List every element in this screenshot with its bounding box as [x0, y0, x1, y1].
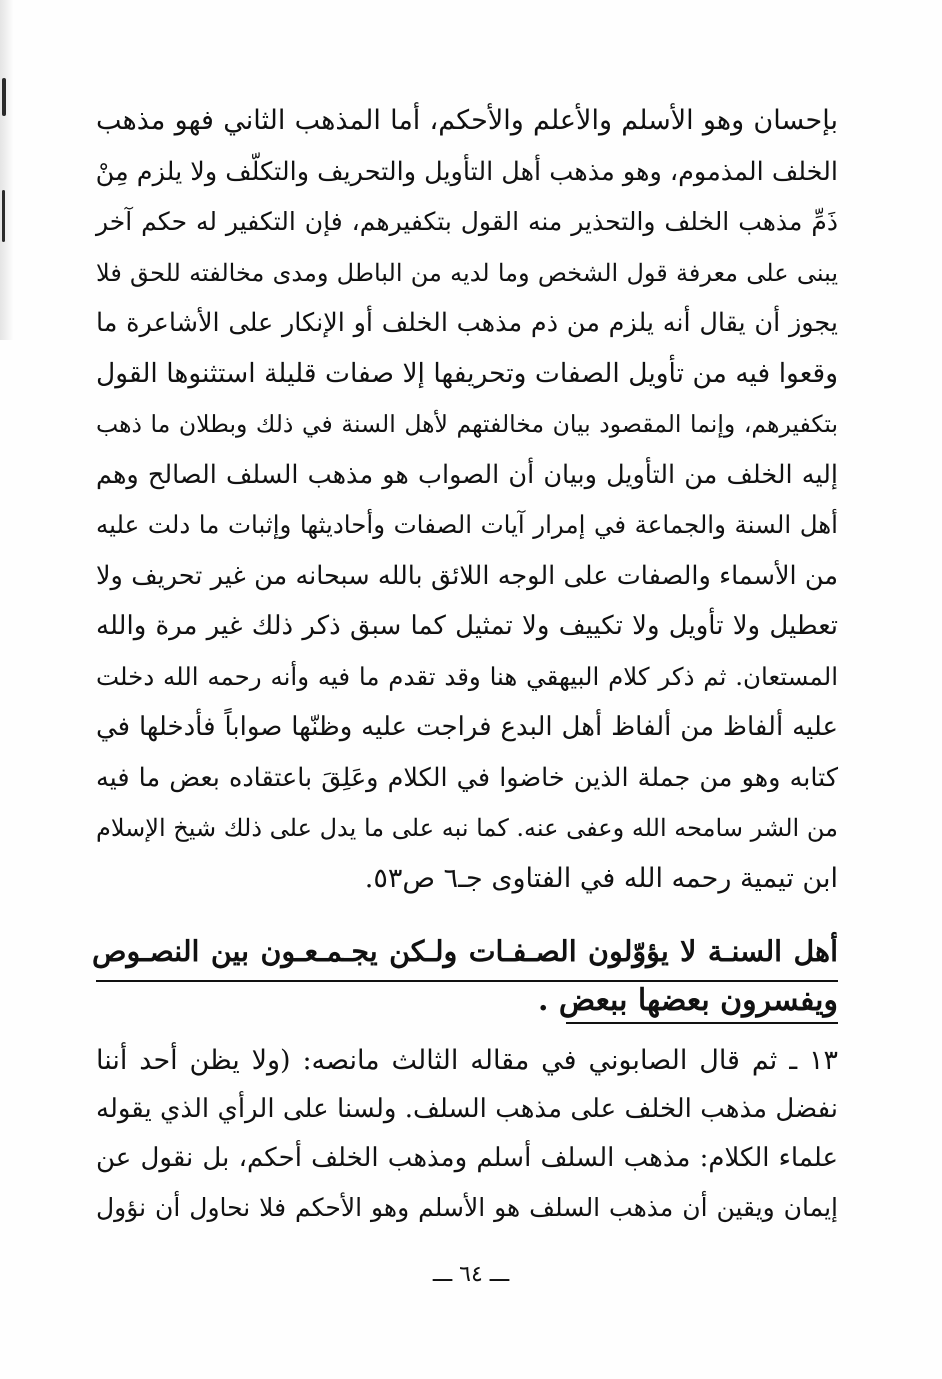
scan-shadow-edge — [0, 0, 14, 340]
text-line: ابن تيمية رحمه الله في الفتاوى جـ٦ ص٥٣. — [364, 862, 838, 894]
text-line: من الأسماء والصفات على الوجه اللائق بالله سبحانه من غير تحريف ولا — [96, 560, 838, 591]
page-number: ـــ ٦٤ ـــ — [432, 1262, 510, 1287]
heading-underline — [566, 1022, 838, 1024]
scan-mark — [2, 78, 6, 116]
text-line: علماء الكلام: مذهب السلف أسلم ومذهب الخلف أحكم، بل نقول عن — [96, 1143, 838, 1173]
text-line: الخلف المذموم، وهو مذهب أهل التأويل والتحريف والتكلّف ولا يلزم مِنْ — [95, 156, 838, 187]
text-line: يجوز أن يقال أنه يلزم من ذم مذهب الخلف أو الإنكار على الأشاعرة ما — [96, 308, 838, 338]
main-paragraph — [96, 96, 838, 904]
text-line: إيمان ويقين أن مذهب السلف هو الأسلم وهو الأحكم فلا نحاول أن نؤول — [96, 1193, 838, 1222]
text-line: إليه الخلف من التأويل وبيان أن الصواب هو مذهب السلف الصالح وهم — [96, 459, 838, 490]
text-line: أهل السنة والجماعة في إمرار آيات الصفات وأحاديثها وإثبات ما دلت عليه — [96, 510, 838, 539]
scan-mark — [2, 190, 5, 242]
text-line: ١٣ ـ ثم قال الصابوني في مقاله الثالث مانصه: (ولا يظن أحد أننا — [96, 1045, 838, 1076]
text-line: نفضل مذهب الخلف على مذهب السلف. ولسنا على الرأي الذي يقوله — [96, 1094, 838, 1124]
text-line: كتابه وهو من جملة الذين خاضوا في الكلام وعَلِقَ باعتقاده بعض ما فيه — [96, 762, 838, 793]
heading-line: أهل السنـة لا يؤوّلون الصـفـات ولـكن يجـمـعـون بين النصـوص — [92, 934, 838, 968]
text-line: من الشر سامحه الله وعفى عنه. كما نبه على ما يدل على ذلك شيخ الإسلام — [96, 814, 838, 842]
text-line: ذَمِّ مذهب الخلف والتحذير منه القول بتكفيرهم، فإن التكفير له حكم آخر — [96, 207, 838, 236]
section-heading — [92, 926, 838, 1026]
text-line: بتكفيرهم، وإنما المقصود بيان مخالفتهم لأهل السنة في ذلك وبطلان ما ذهب — [96, 410, 838, 438]
text-line: المستعان. ثم ذكر كلام البيهقي هنا وقد تقدم ما فيه وأنه رحمه الله دخلت — [96, 661, 838, 691]
text-line: تعطيل ولا تأويل ولا تكييف ولا تمثيل كما سبق ذكر ذلك غير مرة والله — [96, 611, 838, 641]
heading-underline — [96, 980, 838, 982]
text-line: بإحسان وهو الأسلم والأعلم والأحكم، أما المذهب الثاني فهو مذهب — [96, 105, 838, 136]
text-line: عليه ألفاظ من ألفاظ أهل البدع فراجت عليه وظنّها صواباً فأدخلها في — [96, 712, 838, 742]
second-paragraph — [96, 1036, 838, 1232]
text-line: وقعوا فيه من تأويل الصفات وتحريفها إلا صفات قليلة استثنوها القول — [96, 357, 838, 389]
text-line: يبنى على معرفة قول الشخص وما لديه من الباطل ومدى مخالفته للحق فلا — [96, 258, 838, 287]
heading-line: ويفسرون بعضها ببعض . — [537, 983, 838, 1018]
